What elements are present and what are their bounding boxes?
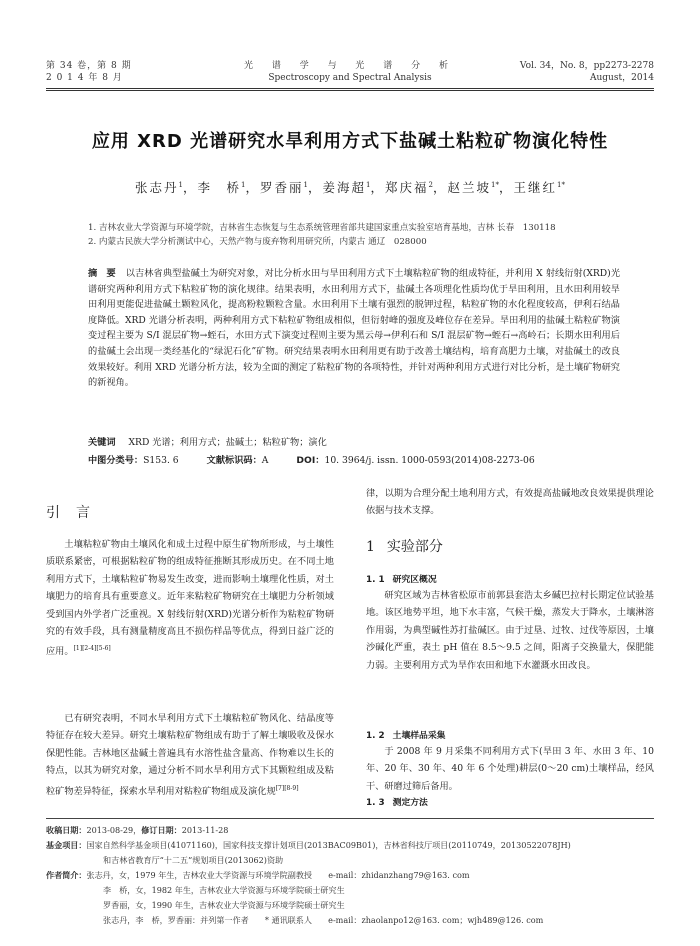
author-bio-label: 作者简介：: [46, 870, 87, 880]
author-bio-3: [46, 898, 656, 913]
citation-mark: [1]: [73, 645, 83, 653]
author-affiliation-mark: 1: [366, 180, 371, 189]
author-name: 赵兰坡: [447, 180, 492, 195]
funding-text-cont: 和吉林省教育厅“十二五”规划项目(2013062)资助: [103, 855, 284, 865]
funding-line-2: [46, 853, 656, 868]
abstract-label: 摘 要: [88, 268, 116, 279]
subsection-1-2-text: [366, 743, 654, 795]
subsection-1-3-heading: [366, 795, 428, 808]
doc-code-label: 文献标识码：: [206, 455, 262, 466]
publication-date: 2 0 1 4 年 8 月: [46, 73, 123, 83]
author-bio-1: [46, 868, 656, 883]
subsection-title: 土壤样品采集: [392, 731, 446, 741]
author-bio-4: [46, 913, 656, 928]
intro-p1-text: 土壤粘粒矿物由土壤风化和成土过程中原生矿物所形成，与土壤性质联系紧密，可根据粘粒矿物的组成特征推断其形成历史。在不同土地利用方式下，土壤粘粒矿物易发生改变，进而影响土壤理化性质，对土壤肥力的培育具有重要意义。近年来粘粒矿物研究在土壤肥力分析领域受到国内外学者广泛重视。X 射线衍射(XRD)光谱分析作为粘粒矿物研究的有效手段，具有测量精度高且不损伤样品等优点，得到日益广泛的应用。: [46, 539, 334, 658]
author-affiliation-mark: 1*: [491, 180, 499, 189]
author-name: 王继红: [513, 180, 558, 195]
author-bio-text: 张志丹，女，1979 年生，吉林农业大学资源与环境学院副教授 e-mail：zhidanzhang79@163. com: [86, 870, 470, 880]
funding-label: 基金项目：: [46, 840, 87, 850]
keywords-label: 关键词: [88, 437, 116, 448]
citation-mark: [7]: [275, 784, 285, 792]
author-affiliation-mark: 1: [178, 180, 183, 189]
header-rule: [46, 88, 654, 89]
intro-continuation: 律，以期为合理分配土地利用方式，有效提高盐碱地改良效果提供理论依据与技术支撑。: [366, 488, 654, 517]
citation-mark: [2-4]: [82, 645, 97, 653]
intro-heading: 引言: [46, 505, 106, 521]
journal-name-en: Spectroscopy and Spectral Analysis: [268, 73, 432, 83]
clc-label: 中图分类号：: [88, 455, 144, 466]
section-number: 1: [366, 539, 375, 555]
publication-date-en: August，2014: [590, 73, 654, 83]
keywords: [88, 436, 648, 450]
abstract-text: 以吉林省典型盐碱土为研究对象，对比分析水田与旱田利用方式下土壤粘粒矿物的组成特征，并利用 X 射线衍射(XRD)光谱研究两种利用方式下粘粒矿物的演化规律。结果表明，水田利用方式下，盐碱土各项理化性质均优于旱田利用，且水田利用较旱田利用更能促进盐碱土颗粒风化，提高粉粒颗粒含量。水田利用下土壤有强烈的脱钾过程，粘粒矿物的水化程度较高，伊利石结晶度降低。XRD 光谱分析表明，两种利用方式下粘粒矿物组成相似，但衍射峰的强度及峰位存在差异。旱田利用的盐碱土粘粒矿物演变过程主要为 S/I 混层矿物→蛭石，水田方式下演变过程则主要为黑云母→伊利石和 S/I 混层矿物→蛭石→高岭石；长期水田利用后的盐碱土会出现一类经基化的“绿泥石化”矿物。研究结果表明水田利用更有助于改善土壤结构，培育高肥力土壤，对盐碱土的改良效果较好。利用 XRD 光谱分析方法，较为全面的测定了粘粒矿物的各项特性，并针对两种利用方式进行对比分析，是土壤矿物研究的新视角。: [88, 268, 621, 389]
revised-date: 2013-11-28: [181, 825, 229, 835]
intro-paragraph-2: [46, 710, 334, 800]
classification-line: [88, 454, 648, 468]
citation-mark: [8-9]: [284, 784, 299, 792]
section-title: 实验部分: [386, 539, 443, 555]
subsection-number: 1. 1: [366, 575, 385, 585]
intro-p2-text: 已有研究表明，不同水旱利用方式下土壤粘粒矿物风化、结晶度等特征存在较大差异。研究土壤粘粒矿物组成有助于了解土壤吸收及保水保肥性能。吉林地区盐碱土普遍具有水溶性盐含量高、作物难以生长的特点，以其为研究对象，通过分析不同水旱利用方式下其颗粒组成及粘粒矿物差异特征，探索水旱利用对粘粒矿物组成及演化规: [46, 713, 334, 797]
author-bio-text: 张志丹，李 桥，罗香丽：并列第一作者 * 通讯联系人 e-mail：zhaolanpo12@163. com；wjh489@126. com: [103, 915, 544, 925]
revised-label: 修订日期：: [141, 825, 182, 835]
author-list: 张志丹$^1$，李 桥$^1$，罗香丽$^1$，姜海超$^1$，郑庆福$^2$，赵兰坡$^{1*}$，王继红$^{1*}$: [135, 180, 565, 195]
clc-value: S153. 6: [143, 455, 179, 466]
affiliation-2: 2. 内蒙古民族大学分析测试中心，天然产物与废弃物利用研究所，内蒙古 通辽 028000: [88, 237, 427, 247]
abstract: [88, 266, 620, 391]
citation-mark: [5-6]: [96, 645, 111, 653]
subsection-title: 研究区概况: [392, 575, 437, 585]
author-bio-text: 李 桥，女，1982 年生，吉林农业大学资源与环境学院硕士研究生: [103, 885, 345, 895]
subsection-number: 1. 3: [366, 798, 385, 808]
author-affiliation-mark: 1: [303, 180, 308, 189]
author-affiliation-mark: 2: [428, 180, 433, 189]
author-name: 张志丹: [135, 180, 179, 195]
subsection-1-2-heading: [366, 728, 445, 741]
journal-volume-info-en: [520, 60, 654, 84]
section-1-heading: [366, 536, 443, 556]
funding-line-1: [46, 838, 656, 853]
doi-label: DOI：: [296, 455, 325, 466]
author-name: 李 桥: [197, 180, 242, 195]
footnote-rule: [46, 818, 654, 819]
received-date: 2013-08-29，: [86, 825, 142, 835]
doc-code-value: A: [261, 455, 269, 466]
volume-pages-en: Vol. 34，No. 8，pp2273-2278: [519, 61, 654, 71]
subsection-1-1-heading: [366, 572, 437, 585]
subsection-number: 1. 2: [366, 731, 385, 741]
subsection-1-1-text: [366, 587, 654, 674]
author-name: 郑庆福: [385, 180, 429, 195]
author-bio-text: 罗香丽，女，1990 年生，吉林农业大学资源与环境学院硕士研究生: [103, 900, 345, 910]
author-name: 姜海超: [322, 180, 367, 195]
received-label: 收稿日期：: [46, 825, 87, 835]
keywords-text: XRD 光谱；利用方式；盐碱土；粘粒矿物；演化: [128, 437, 327, 448]
header-rule-thin: [46, 90, 654, 91]
author-name: 罗香丽: [260, 180, 304, 195]
affiliation-1: 1. 吉林农业大学资源与环境学院，吉林省生态恢复与生态系统管理省部共建国家重点实验室培育基地，吉林 长春 130118: [88, 223, 556, 233]
funding-text: 国家自然科学基金项目(41071160)，国家科技支撑计划项目(2013BAC09B01)，吉林省科技厅项目(20110749，20130522078JH): [86, 840, 571, 850]
journal-name-zh: 光 谱 学 与 光 谱 分 析: [243, 61, 457, 71]
volume-issue: 第 34 卷，第 8 期: [46, 61, 132, 71]
paragraph-text: 研究区域为吉林省松原市前郭县套浩太乡碱巴拉村长期定位试验基地。该区地势平坦，地下水丰富，气候干燥，蒸发大于降水，土壤淋溶作用弱，为典型碱性苏打盐碱区。由于过垦、过牧、过伐等原因，土壤沙碱化严重，表土 pH 值在 8.5～9.5 之间，阳离子交换量大，保肥能力弱。主要利用方式为旱作农田和地下水灌溉水田改良。: [366, 590, 654, 671]
doi-value: 10. 3964/j. issn. 1000-0593(2014)08-2273-06: [324, 455, 535, 466]
author-affiliation-mark: 1: [241, 180, 246, 189]
author-affiliation-mark: 1*: [557, 180, 565, 189]
intro-paragraph-1: [46, 536, 334, 661]
received-dates: [46, 823, 656, 838]
author-bio-2: [46, 883, 656, 898]
paragraph-text: 于 2008 年 9 月采集不同利用方式下(旱田 3 年、水田 3 年、10 年、20 年、30 年、40 年 6 个处理)耕层(0～20 cm)土壤样品，经风干、研磨过筛后备用。: [366, 746, 654, 792]
paper-title: 应用 XRD 光谱研究水旱利用方式下盐碱土粘粒矿物演化特性: [91, 131, 609, 152]
subsection-title: 测定方法: [392, 798, 428, 808]
